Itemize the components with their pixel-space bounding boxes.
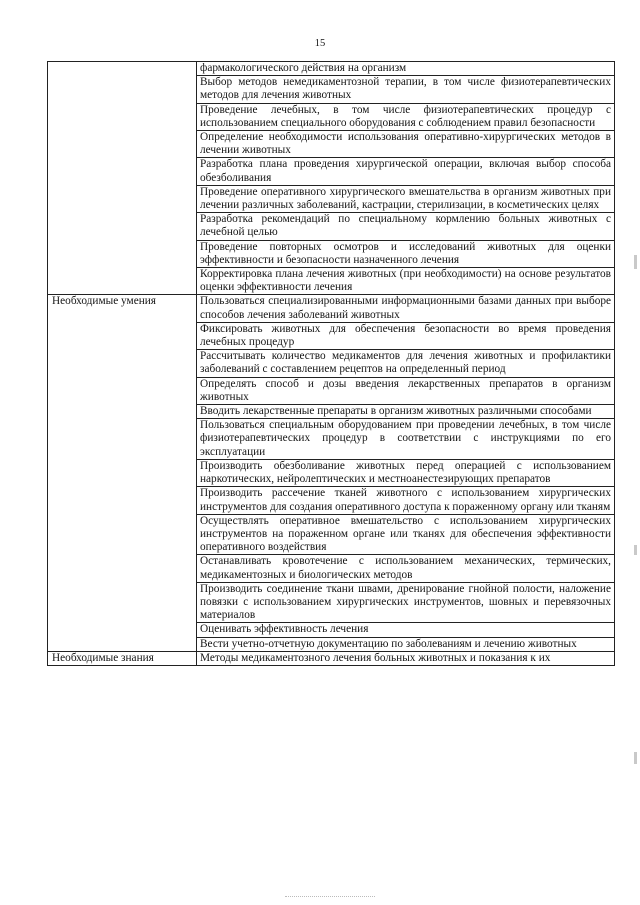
table-row [48, 651, 615, 665]
requirement-item: Разработка рекомендаций по специальному кормлению больных животных с лечебной целью [197, 213, 615, 240]
requirement-item: Методы медикаментозного лечения больных животных и показания к их [197, 651, 615, 665]
section-label: Необходимые умения [48, 295, 197, 651]
requirement-item: Разработка плана проведения хирургической операции, включая выбор способа обезболивания [197, 158, 615, 185]
requirement-item: Проведение повторных осмотров и исследований животных для оценки эффективности и безопасности назначенного лечения [197, 240, 615, 267]
requirement-item: Оценивать эффективность лечения [197, 623, 615, 637]
scan-edge-mark [634, 752, 637, 764]
requirement-item: Производить рассечение тканей животного с использованием хирургических инструментов для создания оперативного доступа к пораженному органу или тканям [197, 487, 615, 514]
requirement-item: Пользоваться специализированными информационными базами данных при выборе способов лечения заболеваний животных [197, 295, 615, 322]
section-label [48, 62, 197, 295]
requirement-item: Фиксировать животных для обеспечения безопасности во время проведения лечебных процедур [197, 322, 615, 349]
requirement-item: Определение необходимости использования оперативно-хирургических методов в лечении животных [197, 131, 615, 158]
requirement-item: Вести учетно-отчетную документацию по заболеваниям и лечению животных [197, 637, 615, 651]
requirement-item: фармакологического действия на организм [197, 62, 615, 76]
scan-edge-mark [634, 255, 637, 269]
requirement-item: Проведение лечебных, в том числе физиотерапевтических процедур с использованием специального оборудования с соблюдением правил безопасности [197, 103, 615, 130]
page-number: 15 [314, 38, 326, 49]
requirement-item: Проведение оперативного хирургического вмешательства в организм животных при лечении различных заболеваний, кастрации, стерилизации, в косметических целях [197, 185, 615, 212]
table-row [48, 295, 615, 322]
requirement-item: Рассчитывать количество медикаментов для лечения животных и профилактики заболеваний с составлением рецептов на определенный период [197, 350, 615, 377]
section-label: Необходимые знания [48, 651, 197, 665]
requirements-table [47, 61, 615, 666]
table-row [48, 62, 615, 76]
scan-artifact [285, 896, 375, 899]
requirement-item: Определять способ и дозы введения лекарственных препаратов в организм животных [197, 377, 615, 404]
scan-edge-mark [634, 545, 637, 555]
requirement-item: Осуществлять оперативное вмешательство с использованием хирургических инструментов на пораженном органе или тканях для обеспечения эффективности оперативного воздействия [197, 514, 615, 555]
requirement-item: Выбор методов немедикаментозной терапии, в том числе физиотерапевтических методов для лечения животных [197, 76, 615, 103]
requirement-item: Производить соединение ткани швами, дренирование гнойной полости, наложение повязки с использованием хирургических инструментов, шовных и перевязочных материалов [197, 582, 615, 623]
requirement-item: Останавливать кровотечение с использованием механических, термических, медикаментозных и биологических методов [197, 555, 615, 582]
requirement-item: Вводить лекарственные препараты в организм животных различными способами [197, 405, 615, 419]
requirement-item: Корректировка плана лечения животных (при необходимости) на основе результатов оценки эффективности лечения [197, 268, 615, 295]
requirement-item: Пользоваться специальным оборудованием при проведении лечебных, в том числе физиотерапевтических процедур в соответствии с инструкциями по его эксплуатации [197, 419, 615, 460]
requirement-item: Производить обезболивание животных перед операцией с использованием наркотических, нейролептических и местноанестезирующих препаратов [197, 459, 615, 486]
